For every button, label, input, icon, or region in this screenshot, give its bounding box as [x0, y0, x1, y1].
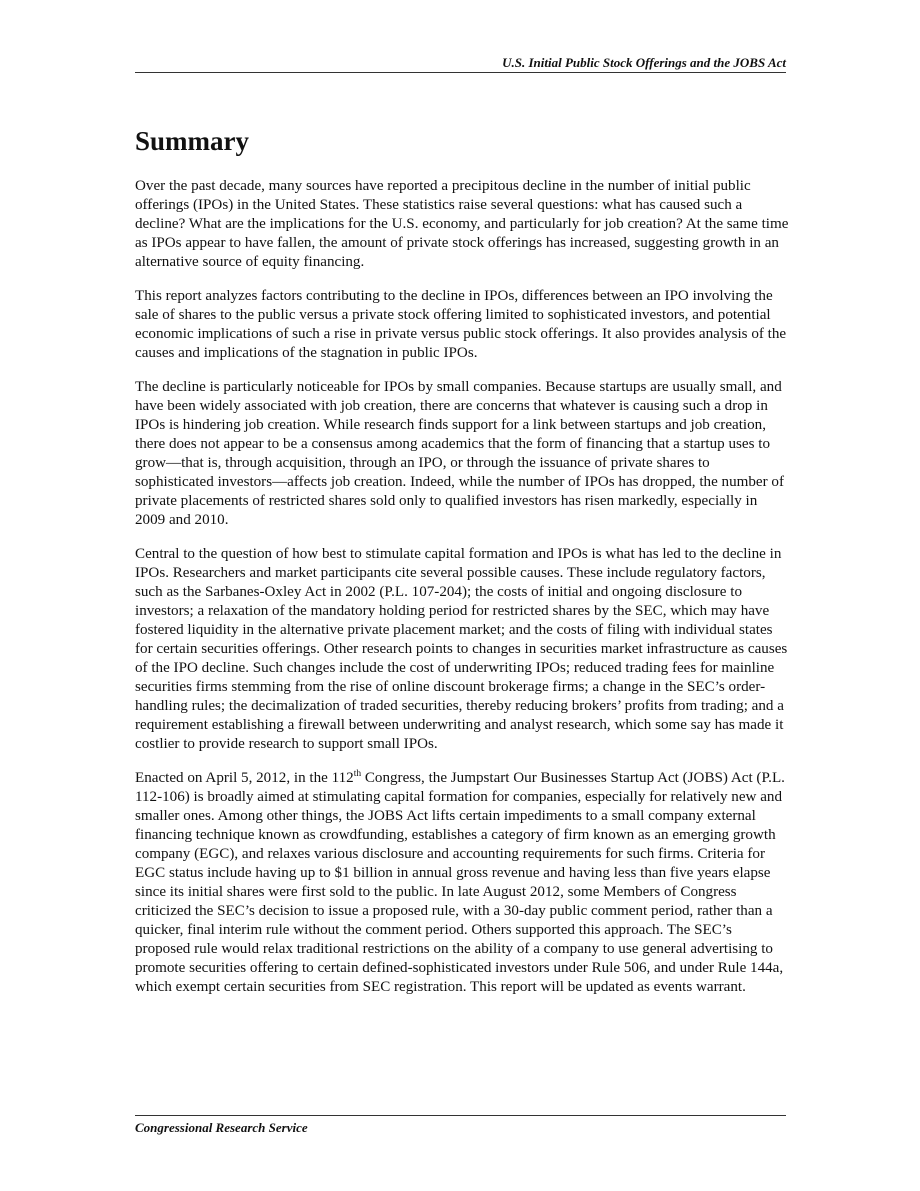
- summary-paragraph: This report analyzes factors contributing to the decline in IPOs, differences between an IPO involving the sale of shares to the public versus a private stock offering limited to sophisticated investors, and potential economic implications of such a rise in private versus public stock offerings. It also provides analysis of the causes and implications of the stagnation in public IPOs.: [135, 288, 787, 361]
- summary-paragraph: The decline is particularly noticeable for IPOs by small companies. Because startups are usually small, and have been widely associated with job creation, there are concerns that whatever is causing such a drop in IPOs is hindering job creation. While research finds support for a link between startups and job creation, there does not appear to be a consensus among academics that the form of financing that a startup uses to grow—that is, through acquisition, through an IPO, or through the issuance of private shares to sophisticated investors—affects job creation. Indeed, while the number of IPOs has dropped, the number of private placements of restricted shares sold only to qualified investors has risen markedly, especially in 2009 and 2010.: [135, 379, 785, 528]
- summary-paragraph: Central to the question of how best to stimulate capital formation and IPOs is what has led to the decline in IPOs. Researchers and market participants cite several possible causes. These include regulatory factors, such as the Sarbanes-Oxley Act in 2002 (P.L. 107-204); the costs of initial and ongoing disclosure to investors; a relaxation of the mandatory holding period for restricted shares by the SEC, which may have fostered liquidity in the alternative private placement market; and the costs of filing with individual states for certain securities offerings. Other research points to changes in securities market infrastructure as causes of the IPO decline. Such changes include the cost of underwriting IPOs; reduced trading fees for mainline securities firms stemming from the rise of online discount brokerage firms; a change in the SEC’s order-handling rules; the decimalization of traded securities, thereby reducing brokers’ profits from trading; and a requirement establishing a firewall between underwriting and analyst research, which some say has made it costlier to provide research to support small IPOs.: [135, 546, 788, 752]
- summary-paragraph: Over the past decade, many sources have reported a precipitous decline in the number of initial public offerings (IPOs) in the United States. These statistics raise several questions: what has caused such a decline? What are the implications for the U.S. economy, and particularly for job creation? At the same time as IPOs appear to have fallen, the amount of private stock offerings has increased, suggesting growth in an alternative source of equity financing.: [135, 178, 789, 270]
- ordinal-suffix: th: [353, 769, 362, 779]
- footer-rule: [135, 1115, 786, 1116]
- running-header: U.S. Initial Public Stock Offerings and the JOBS Act: [135, 55, 786, 73]
- summary-body: [135, 177, 790, 1012]
- page-title: Summary: [135, 126, 249, 156]
- footer-organization: Congressional Research Service: [135, 1120, 308, 1135]
- jobs-act-paragraph: [135, 769, 790, 997]
- jobs-act-lead: Enacted on April 5, 2012, in the 112: [135, 770, 354, 786]
- jobs-act-text: Congress, the Jumpstart Our Businesses Startup Act (JOBS) Act (P.L. 112-106) is broadly aimed at stimulating capital formation for companies, especially for relatively new and smaller ones. Among other things, the JOBS Act lifts certain impediments to a small company external financing technique known as crowdfunding, establishes a category of firm known as an emerging growth company (EGC), and relaxes various disclosure and accounting requirements for such firms. Criteria for EGC status include having up to $1 billion in annual gross revenue and having less than five years elapse since its initial shares were first sold to the public. In late August 2012, some Members of Congress criticized the SEC’s decision to issue a proposed rule, with a 30-day public comment period, rather than a quicker, final interim rule without the comment period. Others supported this approach. The SEC’s proposed rule would relax traditional restrictions on the ability of a company to use general advertising to promote securities offering to certain defined-sophisticated investors under Rule 506, and under Rule 144a, which exempt certain securities from SEC registration. This report will be updated as events warrant.: [135, 770, 785, 995]
